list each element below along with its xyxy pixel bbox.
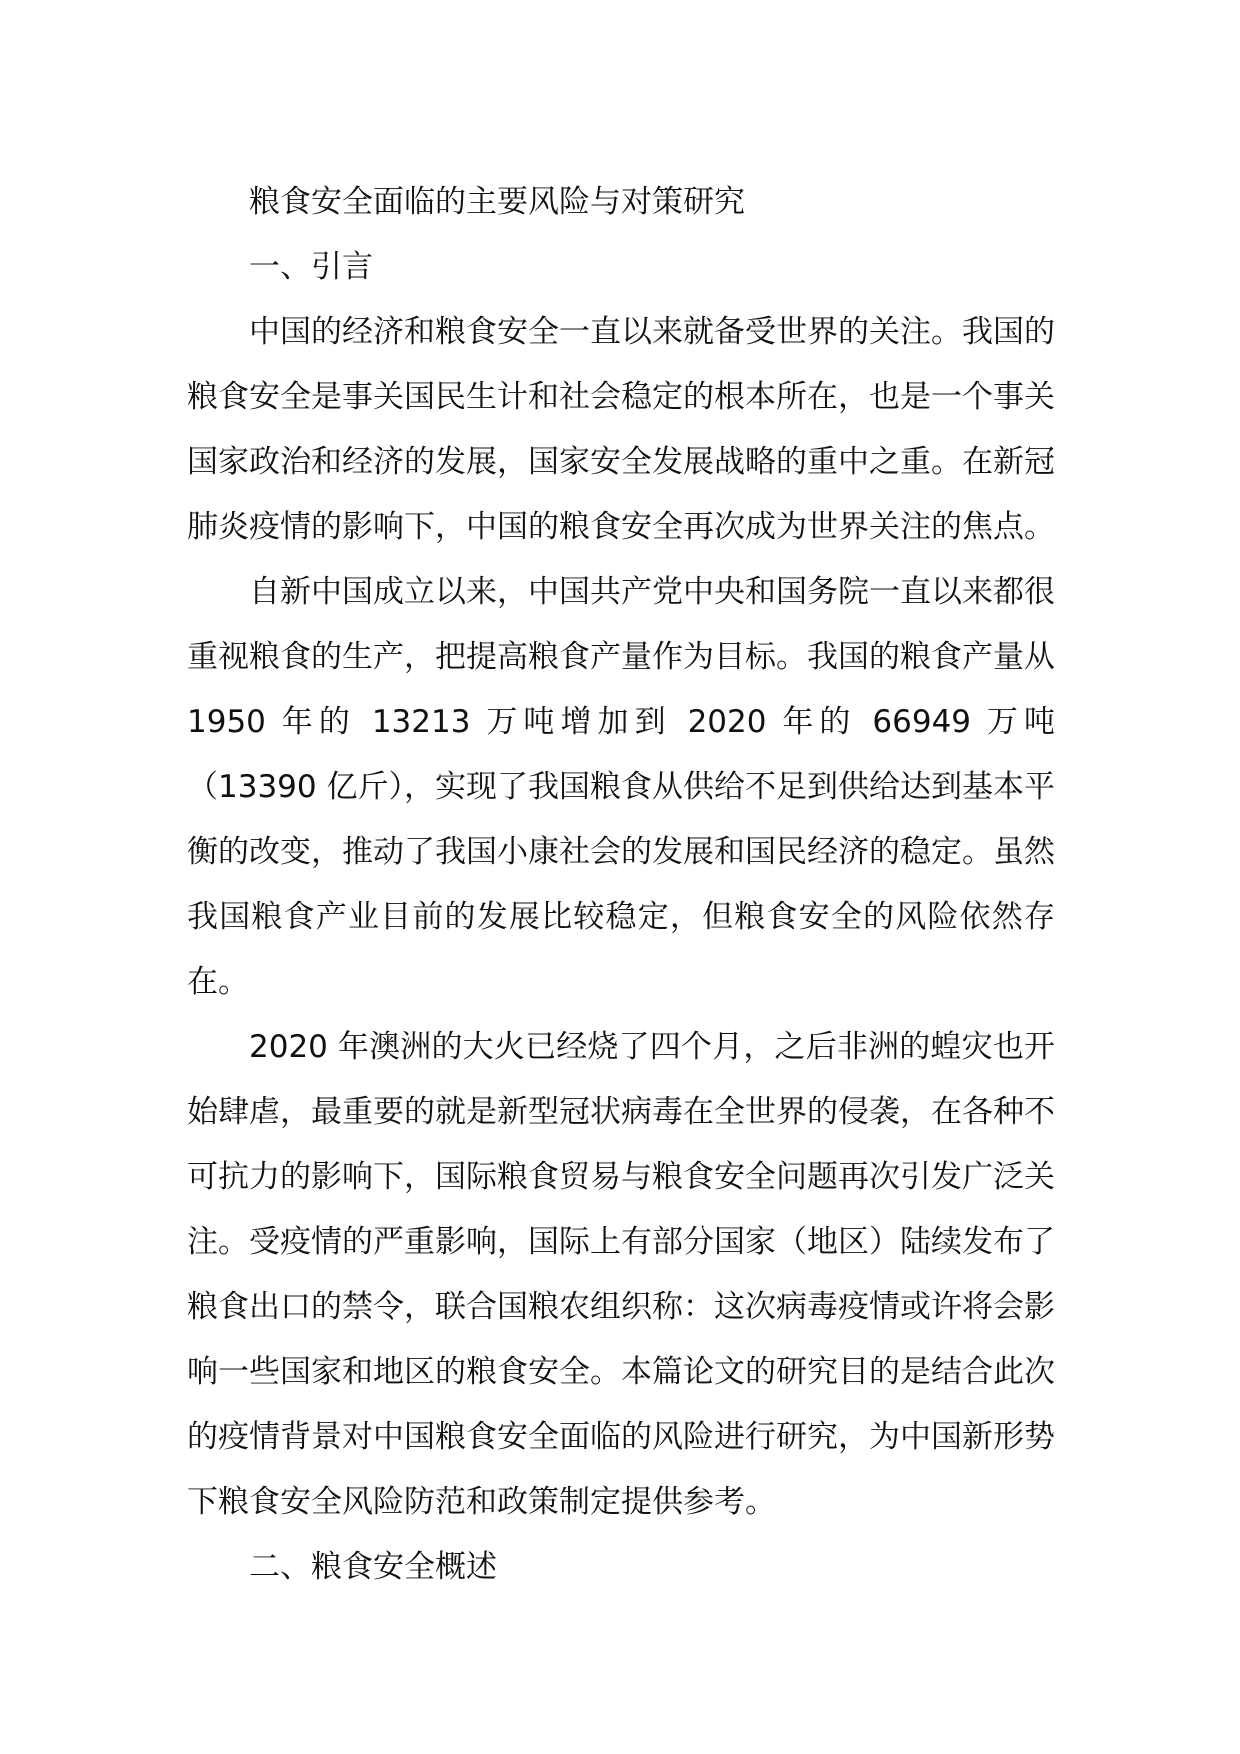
section-heading-overview: 二、粮食安全概述 [249, 1549, 497, 1585]
document-title: 粮食安全面临的主要风险与对策研究 [249, 184, 745, 220]
paragraph: 2020 年澳洲的大火已经烧了四个月，之后非洲的蝗灾也开始肆虐，最重要的就是新型冠状病毒在全世界的侵袭，在各种不可抗力的影响下，国际粮食贸易与粮食安全问题再次引发广泛关注。受疫情的严重影响，国际上有部分国家（地区）陆续发布了粮食出口的禁令，联合国粮农组织称：这次病毒疫情或许将会影响一些国家和地区的粮食安全。本篇论文的研究目的是结合此次的疫情背景对中国粮食安全面临的风险进行研究，为中国新形势下粮食安全风险防范和政策制定提供参考。 [187, 1029, 1055, 1520]
paragraph: 中国的经济和粮食安全一直以来就备受世界的关注。我国的粮食安全是事关国民生计和社会稳定的根本所在，也是一个事关国家政治和经济的发展，国家安全发展战略的重中之重。在新冠肺炎疫情的影响下，中国的粮食安全再次成为世界关注的焦点。 [187, 314, 1055, 545]
document-body [187, 170, 1055, 1600]
paragraph: 自新中国成立以来，中国共产党中央和国务院一直以来都很重视粮食的生产，把提高粮食产量作为目标。我国的粮食产量从 1950 年的 13213 万吨增加到 2020 年的 66949 万吨（13390 亿斤），实现了我国粮食从供给不足到供给达到基本平衡的改变，推动了我国小康社会的发展和国民经济的稳定。虽然我国粮食产业目前的发展比较稳定，但粮食安全的风险依然存在。 [187, 574, 1055, 1000]
section-heading-introduction: 一、引言 [249, 249, 373, 285]
